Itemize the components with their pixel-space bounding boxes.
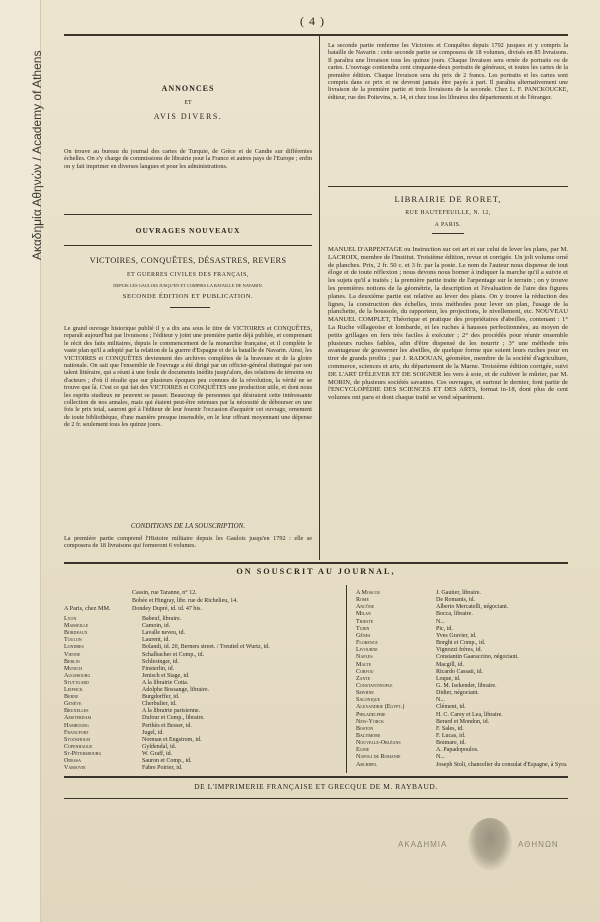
- agent-name: F. Sales, id.: [436, 725, 464, 732]
- agent-name: Bocca, libraire.: [436, 611, 473, 618]
- city-name: Copenhague: [64, 743, 93, 750]
- subscription-row: [356, 740, 466, 747]
- agent-name: N...: [436, 618, 445, 625]
- archive-label: Ακαδημία Αθηνών / Academy of Athens: [30, 50, 44, 260]
- agent-name: Constantin Gaaraccino, négociant.: [436, 654, 519, 661]
- subscription-row: [356, 611, 473, 618]
- column-divider: [319, 36, 320, 560]
- roret-city: A PARIS.: [434, 222, 462, 228]
- agent-name: Norman et Engstrom, id.: [142, 736, 202, 743]
- column-divider: [346, 585, 347, 773]
- subscription-row: [356, 690, 479, 697]
- agent-name: Jenisch et Stage, id.: [142, 672, 190, 679]
- city-name: Munich: [64, 665, 83, 672]
- city-name: Stockholm: [64, 736, 90, 743]
- subscription-row: [356, 597, 475, 604]
- agent-name: Cherbulier, id.: [142, 701, 177, 708]
- agent-name: Schalbacher et Comp., id.: [142, 651, 204, 658]
- city-name: Marseille: [64, 623, 89, 630]
- agent-name: W. Graff, id.: [142, 750, 173, 757]
- city-name: Egine: [356, 747, 370, 754]
- rule: [64, 245, 312, 246]
- subscription-row: [356, 704, 466, 711]
- city-name: Leipsick: [64, 687, 83, 693]
- subscription-row: [356, 669, 483, 676]
- agent-name: Pic, id.: [436, 625, 453, 632]
- annonces-text: On trouve au bureau du journal des cartes de Turquie, de Grèce et de Candie sur différentes échelles. On s'y charge de commissions de librairie pour la France et autres pays de l'Europe ; enfin on y fait imprimer en diverses langues et pour les administrations.: [64, 148, 312, 170]
- city-name: Napoli de Romanie: [356, 754, 401, 761]
- archive-sidebar: [0, 0, 44, 922]
- city-name: Stuttgard: [64, 679, 89, 686]
- paris-label: A Paris, chez MM.: [64, 605, 111, 612]
- paris-line: Cassin, rue Taranne, n° 12.: [132, 590, 197, 596]
- city-name: Rome: [356, 597, 369, 604]
- annonces-sub2: AVIS DIVERS.: [153, 112, 223, 121]
- agent-name: A la librairie Cotta.: [142, 679, 189, 686]
- subscription-row: [356, 726, 464, 733]
- roret-address: RUE HAUTEFEUILLE, N. 12,: [405, 210, 491, 216]
- subscription-row: [64, 644, 270, 651]
- city-name: Malte: [356, 661, 372, 668]
- agent-name: H. C. Carey et Lea, libraire.: [436, 711, 503, 718]
- annonces-sub1: ET: [184, 100, 192, 106]
- agent-name: N...: [436, 697, 445, 704]
- city-name: Philadelphie: [356, 711, 386, 718]
- subscription-row: [64, 694, 179, 701]
- edition-line: SECONDE ÉDITION ET PUBLICATION.: [122, 293, 254, 300]
- agent-name: Schlesinger, id.: [142, 658, 179, 665]
- agent-name: Burgdorffer, id.: [142, 694, 180, 701]
- subscription-row: [64, 701, 177, 708]
- city-name: Boston: [356, 725, 374, 732]
- subscription-row: [64, 730, 164, 737]
- subscription-row: [356, 633, 476, 640]
- short-rule: [432, 233, 464, 234]
- rule: [328, 186, 568, 187]
- subscription-row: [356, 662, 464, 669]
- souscrit-title: ON SOUSCRIT AU JOURNAL,: [236, 567, 396, 576]
- subscription-row: [356, 604, 508, 611]
- city-name: Nouvelle-Orléans: [356, 740, 401, 747]
- subscription-row: [356, 647, 482, 654]
- city-name: Bordeaux: [64, 630, 88, 637]
- subscription-row: [64, 666, 174, 673]
- agent-name: Bolandi, id. 20, Berners street. / Treuttel et Wurtz, id.: [142, 644, 270, 651]
- agent-name: Jugel, id.: [142, 729, 164, 736]
- city-name: Toulon: [64, 637, 82, 644]
- paris-line: Dondey Dupré, id. id. 47 bis.: [132, 606, 202, 612]
- city-name: Constantinople: [356, 682, 393, 689]
- city-name: Trieste: [356, 618, 374, 625]
- short-rule: [170, 307, 210, 308]
- ouvrages-body: Le grand ouvrage historique publié il y a dix ans sous le titre de VICTOIRES et CONQUÊTES, reparaît aujourd'hui par livraisons ; l'éditeur y joint une première partie déjà publiée, et comprenant le récit des faits militaires, depuis le commencement de la monarchie française, et il complète le vaste plan qu'il a adopté par la relation de la guerre d'Espagne et de la bataille de Navarin. Ainsi, les VICTOIRES et CONQUÊTES deviennent des archives complètes de la bravoure et de la gloire nationale. On sait que l'ensemble de l'ouvrage a été dirigé par un officier-général distingué par son talent littéraire, qui a réuni à une foule de documents inédits jusqu'alors, des relations de témoins ou d'acteurs ; d'où il résulte que sur plusieurs époques peu connues de la révolution, la vérité ne se trouve que là. C'est ce qui fait des VICTOIRES et CONQUÊTES une production utile, et dont nous les esprits studieux ne peuvent se passer. Beaucoup de personnes qui désiraient cette intéressante collection de nos annales, mais qui étaient peut-être retenues par la nécessité de débourser en une fois le prix total, sauront gré à l'éditeur de leur fournir l'occasion d'acquérir cet ouvrage, ornement de toute bibliothèque, d'une manière presque insensible, en le leur offrant moyennant une dépense de 2 fr. seulement tous les quinze jours.: [64, 325, 312, 429]
- roret-title: LIBRAIRIE DE RORET,: [394, 194, 502, 204]
- city-name: Amsterdam: [64, 715, 92, 722]
- book-sub2: DEPUIS LES GAULOIS JUSQU'EN ET COMPRIS LA BATAILLE DE NAVARIN.: [113, 283, 263, 288]
- city-name: Londres: [64, 644, 84, 651]
- agent-name: Camoin, id.: [142, 623, 171, 630]
- right-top-text: La seconde partie renferme les Victoires et Conquêtes depuis 1792 jusques et y compris la bataille de Navarin : cette seconde partie se composera de 18 volumes, divisés en 85 livraisons. Il paraîtra une livraison tous les quinze jours. Chaque livraison sera ornée de portraits ou de cartes. L'ouvrage contiendra cent cinquante-deux portraits de généraux, et toutes les cartes de la première édition. Chaque livraison sera du prix de 2 francs. Les portraits et les cartes sont compris dans ce prix et ne devront jamais être payés à part. Il paraîtra alternativement une livraison de la première partie et trois livraisons de la seconde. Chez L. F. PANCKOUCKE, éditeur, rue des Poitevins, n. 14, et chez tous les libraires des départements et de l'étranger.: [328, 42, 568, 101]
- agent-name: Adolphe Bossange, libraire.: [142, 687, 209, 693]
- city-name: Florence: [356, 640, 378, 647]
- subscription-row: [64, 637, 170, 644]
- ouvrages-title: OUVRAGES NOUVEAUX: [135, 226, 241, 235]
- subscription-row: [64, 623, 170, 630]
- rule: [64, 776, 568, 778]
- annonces-title: ANNONCES: [161, 84, 215, 93]
- agent-name: Boimare, id.: [436, 740, 466, 747]
- subscription-row: [356, 676, 461, 683]
- subscription-row: [64, 744, 176, 751]
- subscription-row: [356, 626, 453, 633]
- city-name: Milan: [356, 611, 371, 618]
- agent-name: A. Papadopoulos.: [436, 747, 479, 754]
- agent-name: De Romanis, id.: [436, 597, 475, 604]
- subscription-row: [356, 719, 489, 726]
- subscription-row: [64, 751, 172, 758]
- agent-name: Perthès et Besser, id.: [142, 722, 192, 729]
- subscription-row: [356, 683, 497, 690]
- agent-name: Sauron et Comp., id.: [142, 758, 192, 764]
- agent-name: Borghi et Comp., id.: [436, 640, 486, 647]
- city-name: Ancône: [356, 604, 375, 611]
- subscription-row: [356, 590, 481, 597]
- subscription-row: [64, 758, 192, 765]
- subscription-row: [64, 715, 205, 722]
- city-name: Berne: [64, 694, 79, 701]
- city-name: Zante: [356, 675, 371, 682]
- agent-name: Yves Gravier, id.: [436, 632, 477, 639]
- subscription-row: [356, 619, 445, 626]
- agent-name: G. M. Isekender, libraire.: [436, 682, 497, 689]
- subscription-row: [64, 680, 188, 687]
- subscription-row: [64, 673, 190, 680]
- subscription-row: [64, 659, 179, 666]
- agent-name: Laurent, id.: [142, 637, 170, 644]
- agent-name: Babeuf, libraire.: [142, 616, 182, 622]
- agent-name: J. Gautier, libraire.: [436, 590, 481, 596]
- subscription-row: [64, 765, 182, 772]
- city-name: Alexandrie (Egypt.): [356, 704, 405, 711]
- city-name: Salonique: [356, 697, 380, 704]
- city-name: Baltimore: [356, 733, 381, 739]
- agent-name: Clément, id.: [436, 704, 466, 711]
- city-name: Lyon: [64, 616, 77, 622]
- subscription-row: [356, 762, 567, 769]
- stamp-text-left: ΑΚΑΔΗΜΙΑ: [398, 840, 448, 849]
- city-name: Genève: [64, 701, 82, 708]
- page-number: ( 4 ): [300, 14, 325, 28]
- book-sub1: ET GUERRES CIVILES DES FRANÇAIS,: [126, 272, 250, 278]
- subscription-row: [64, 723, 192, 730]
- city-name: Vienne: [64, 651, 81, 658]
- subscription-row: [356, 712, 503, 719]
- city-name: Gênes: [356, 632, 371, 639]
- city-name: Livourne: [356, 647, 378, 654]
- agent-name: A la librairie parisienne.: [142, 708, 200, 715]
- rule: [64, 214, 312, 215]
- agent-name: Dufour et Comp., libraire.: [142, 715, 205, 722]
- subscription-row: [356, 654, 519, 661]
- agent-name: Macgill, id.: [436, 661, 464, 668]
- city-name: St-Pétersbourg: [64, 750, 102, 757]
- agent-name: Finsterlin, id.: [142, 665, 175, 672]
- conditions-text: La première partie comprend l'Histoire militaire depuis les Gaulois jusqu'en 1792 : elle se composera de 18 livraisons qui formeront 6 volumes.: [64, 535, 312, 550]
- subscription-row: [64, 652, 204, 659]
- city-name: Augsbourg: [64, 672, 91, 679]
- agent-name: Loque, id.: [436, 675, 461, 682]
- rule: [64, 798, 568, 799]
- top-rule: [64, 34, 568, 36]
- agent-name: F. Lucas, id.: [436, 733, 466, 739]
- book-title: VICTOIRES, CONQUÊTES, DÉSASTRES, REVERS: [89, 256, 287, 265]
- agent-name: Didier, négociant.: [436, 690, 479, 697]
- agent-name: N...: [436, 754, 445, 761]
- subscription-row: [64, 687, 209, 694]
- imprint: DE L'IMPRIMERIE FRANÇAISE ET GRECQUE DE M. RAYBAUD.: [194, 782, 438, 791]
- city-name: Odessa: [64, 758, 82, 764]
- city-name: Bruxelles: [64, 708, 89, 715]
- agent-name: Ricardo Cassati, id.: [436, 668, 483, 675]
- rule: [64, 562, 568, 564]
- city-name: Francfort: [64, 729, 89, 736]
- city-name: Smyrne: [356, 690, 374, 697]
- agent-name: Alberto Mercatelli, négociant.: [436, 604, 509, 611]
- roret-text: MANUEL D'ARPENTAGE ou Instruction sur cet art et sur celui de lever les plans, par M. LACROIX, membre de l'Institut. Troisième édition, revue et corrigée. Un joli volume orné de planches. Prix, 2 fr. 50 c. et 3 fr. par la poste. Le nom de l'auteur nous dispense de tout éloge et de toute réflexion ; nous devons nous borner à indiquer la marche qu'il a suivie et les sujets qu'il a traités ; la première partie traite de l'arpentage sur le terrain ; on y trouve les premières notions de la géométrie, la description et l'évaluation de l'aire des figures planes. La deuxième partie est relative au lever des plans. On y trouve la réduction des lignes, la construction des échelles, trois méthodes pour lever un plan, l'usage de la planchette, de la boussole, du rapporteur, les projections, le nivellement, etc. NOUVEAU MANUEL COMPLET, Théorique et pratique des propriétaires d'abeilles, contenant : 1° La Ruche villageoise et lombarde, et les ruches à hausses perfectionnées, au moyen de petits grillages en fers très faciles à exécuter ; 2° des procédés pour réunir ensemble plusieurs ruches faibles, afin d'être dispensé de les nourrir ; 3° une méthode très avantageuse de gouverner les abeilles, de quelque forme que soient leurs ruches pour en tirer de grands profits ; par J. RADOUAN, géomètre, membre de la société d'agriculture, commerce, sciences et arts, du département de la Marne. Troisième édition corrigée, suivi DE L'ART D'ÉLEVER ET DE SOIGNER les vers à soie, et de cultiver le mûrier, par M. MORIN, de plusieurs sociétés savantes. Ces ouvrages, et surtout le dernier, font partie de l'ENCYCLOPÉDIE DES SCIENCES ET DES ARTS, format in-18, dont plus de cent volumes ont paru et dont chaque traité se vend séparément.: [328, 246, 568, 402]
- subscription-row: [64, 737, 202, 744]
- agent-name: Fabre Poirier, id.: [142, 765, 183, 772]
- stamp-text-right: ΑΘΗΝΩΝ: [518, 840, 559, 849]
- city-name: Berlin: [64, 658, 80, 665]
- paris-line: Bobée et Hingray, libr. rue de Richelieu, 14.: [132, 598, 238, 604]
- city-name: Naples: [356, 654, 373, 661]
- city-name: Hambourg: [64, 722, 89, 729]
- conditions-title: CONDITIONS DE LA SOUSCRIPTION.: [130, 522, 246, 530]
- city-name: Varsovie: [64, 765, 86, 772]
- owl-stamp-image: [468, 818, 512, 870]
- agent-name: Lavalle neveu, id.: [142, 630, 185, 637]
- city-name: Corfou: [356, 668, 374, 675]
- subscription-row: [356, 754, 445, 761]
- city-name: New-Yorck: [356, 718, 384, 725]
- city-name: Archipel: [356, 761, 378, 768]
- subscription-row: [356, 733, 465, 740]
- agent-name: Vignozzi frères, id.: [436, 647, 482, 654]
- city-name: A Moscou: [356, 590, 381, 596]
- agent-name: Berard et Mondon, id.: [436, 718, 490, 725]
- city-name: Turin: [356, 625, 370, 632]
- subscription-row: [64, 630, 185, 637]
- subscription-row: [64, 616, 181, 623]
- agent-name: Joseph Stoli, chancelier du consulat d'Espagne, à Syra.: [436, 761, 568, 768]
- agent-name: Gyldendal, id.: [142, 743, 177, 750]
- subscription-row: [356, 747, 479, 754]
